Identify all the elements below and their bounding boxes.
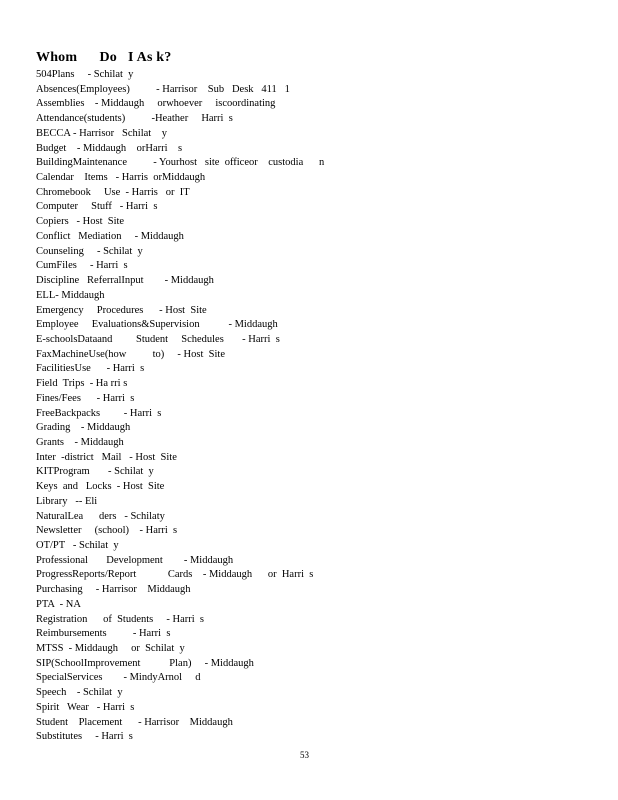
list-item: Calendar Items - Harris orMiddaugh — [36, 172, 206, 184]
list-item: Fines/Fees - Harri s — [36, 392, 135, 404]
list-item: Employee Evaluations&Supervision - Middaugh — [36, 319, 278, 331]
list-item: Keys and Locks - Host Site — [36, 481, 165, 493]
list-item: Substitutes - Harri s — [36, 731, 133, 743]
page-title: Whom Do I As k? — [36, 50, 172, 65]
list-item: FacilitiesUse - Harri s — [36, 363, 145, 375]
page-number: 53 — [300, 750, 309, 760]
list-item: BuildingMaintenance - Yourhost site officeor custodia n — [36, 157, 325, 169]
list-item: ProgressReports/Report Cards - Middaugh or Harri s — [36, 569, 314, 581]
list-item: Speech - Schilat y — [36, 687, 123, 699]
list-item: FaxMachineUse(how to) - Host Site — [36, 348, 225, 360]
list-item: ELL- Middaugh — [36, 289, 105, 301]
list-item: Absences(Employees) - Harrisor Sub Desk 411 1 — [36, 83, 290, 95]
list-item: Budget - Middaugh orHarri s — [36, 142, 183, 154]
list-item: Student Placement - Harrisor Middaugh — [36, 716, 233, 728]
list-item: SIP(SchoolImprovement Plan) - Middaugh — [36, 657, 254, 669]
list-item: Spirit Wear - Harri s — [36, 701, 135, 713]
list-item: KITProgram - Schilat y — [36, 466, 154, 478]
list-item: Reimbursements - Harri s — [36, 628, 171, 640]
list-item: Purchasing - Harrisor Middaugh — [36, 584, 191, 596]
list-item: CumFiles - Harri s — [36, 260, 128, 272]
list-item: Counseling - Schilat y — [36, 245, 143, 257]
contact-list — [36, 68, 324, 745]
list-item: E-schoolsDataand Student Schedules - Harri s — [36, 333, 280, 345]
list-item: Copiers - Host Site — [36, 216, 125, 228]
list-item: Grants - Middaugh — [36, 436, 124, 448]
list-item: OT/PT - Schilat y — [36, 540, 119, 551]
list-item: Discipline ReferralInput - Middaugh — [36, 275, 214, 287]
list-item: NaturalLea ders - Schilaty — [36, 510, 165, 522]
list-item: BECCA - Harrisor Schilat y — [36, 127, 167, 139]
list-item: Newsletter (school) - Harri s — [36, 525, 178, 537]
list-item: MTSS - Middaugh or Schilat y — [36, 643, 185, 655]
list-item: Computer Stuff - Harri s — [36, 201, 158, 213]
list-item: Chromebook Use - Harris or IT — [36, 186, 190, 198]
list-item: Emergency Procedures - Host Site — [36, 304, 207, 316]
list-item: Assemblies - Middaugh orwhoever iscoordinating — [36, 98, 276, 110]
list-item: Registration of Students - Harri s — [36, 613, 204, 625]
list-item: Attendance(students) -Heather Harri s — [36, 113, 233, 125]
list-item: Inter -district Mail - Host Site — [36, 451, 177, 463]
list-item: FreeBackpacks - Harri s — [36, 407, 162, 419]
list-item: Field Trips - Ha rri s — [36, 378, 128, 390]
list-item: 504Plans - Schilat y — [36, 69, 134, 80]
list-item: Conflict Mediation - Middaugh — [36, 230, 184, 242]
list-item: Grading - Middaugh — [36, 422, 131, 434]
list-item: Professional Development - Middaugh — [36, 554, 234, 566]
list-item: SpecialServices - MindyArnol d — [36, 672, 201, 684]
list-item: PTA - NA — [36, 598, 81, 610]
list-item: Library -- Eli — [36, 495, 98, 507]
